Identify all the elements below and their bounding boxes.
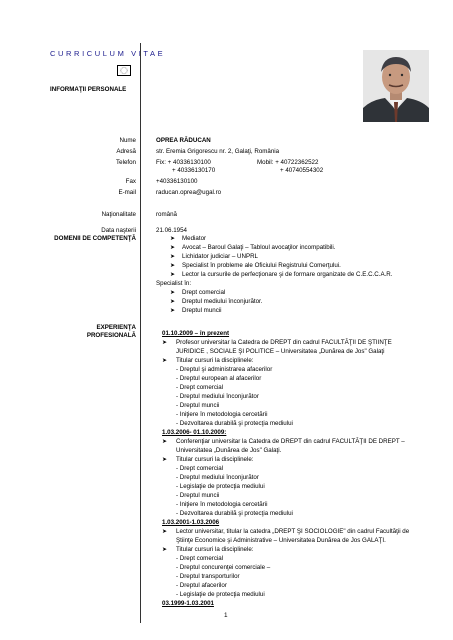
course-item: - Dreptul muncii: [176, 402, 220, 409]
arrowhead-bullet-icon: ➤: [170, 298, 176, 305]
course-item: - Legislaţie de protecţia mediului: [176, 483, 265, 490]
phone-mobile-1: Mobil: + 40722362522: [257, 159, 319, 166]
arrowhead-bullet-icon: ➤: [170, 244, 176, 251]
cv-title: CURRICULUM VITAE: [50, 49, 166, 58]
p1-position-line2: JURIDICE , SOCIALE ŞI POLITICE – Universitatea „Dunărea de Jos" Galaţi: [176, 348, 385, 355]
competence-item: Specialist în probleme ale Oficiului Registrului Comerţului.: [182, 262, 341, 269]
period-4: 03.1999-1.03.2001: [162, 600, 214, 607]
arrowhead-bullet-icon: ➤: [162, 339, 168, 346]
competence-item: Avocat – Baroul Galaţi – Tabloul avocaţilor incompatibili.: [182, 244, 336, 251]
course-item: - Dreptul afacerilor: [176, 582, 227, 589]
specialist-item: Dreptul muncii: [182, 307, 222, 314]
course-item: - Iniţiere în metodologia cercetării: [176, 501, 268, 508]
arrowhead-bullet-icon: ➤: [170, 289, 176, 296]
phone-mobile-2: + 40740554302: [280, 167, 324, 174]
label-nationality: Naţionalitate: [101, 211, 136, 218]
p3-position-line2: Ştiinţe Economice şi Administrative – Universitatea Dunărea de Jos GALAŢI.: [176, 537, 386, 544]
competence-item: Lichidator judiciar – UNPRL: [182, 253, 259, 260]
period-3: 1.03.2001-1.03.2006: [162, 519, 220, 526]
arrowhead-bullet-icon: ➤: [162, 528, 168, 535]
course-item: - Dreptul şi administrarea afacerilor: [176, 366, 273, 373]
specialist-item: Dreptul mediului înconjurător.: [182, 298, 263, 305]
nationality-value: română: [156, 211, 177, 218]
course-item: - Iniţiere în metodologia cercetării: [176, 411, 268, 418]
p3-courses-label: Titular cursuri la disciplinele:: [176, 546, 254, 553]
label-fax: Fax: [125, 178, 136, 185]
page-number: 1: [224, 612, 228, 619]
course-item: - Drept comercial: [176, 384, 224, 391]
p2-courses-label: Titular cursuri la disciplinele:: [176, 456, 254, 463]
phone-fix-2: + 40336130170: [172, 167, 216, 174]
email-value[interactable]: raducan.oprea@ugal.ro: [156, 189, 222, 196]
label-competence: DOMENII DE COMPETENŢĂ: [54, 235, 136, 242]
specialist-label: Specialist în:: [156, 280, 192, 287]
arrowhead-bullet-icon: ➤: [170, 262, 176, 269]
course-item: - Dreptul mediului înconjurător: [176, 474, 259, 481]
label-experience: EXPERIENŢA PROFESIONALĂ: [86, 324, 136, 340]
p1-courses-label: Titular cursuri la disciplinele:: [176, 357, 254, 364]
arrowhead-bullet-icon: ➤: [170, 235, 176, 242]
arrowhead-bullet-icon: ➤: [170, 271, 176, 278]
specialist-item: Drept comercial: [182, 289, 226, 296]
address-value: str. Eremia Grigorescu nr. 2, Galaţi, România: [156, 148, 280, 155]
course-item: - Dreptul muncii: [176, 492, 220, 499]
competence-item: Lector la cursurile de perfecţionare şi de formare organizate de C.E.C.C.A.R.: [182, 271, 393, 278]
p2-position-line2: Universitatea „Dunărea de Jos" Galaţi.: [176, 447, 282, 454]
profile-photo: [363, 50, 429, 122]
arrowhead-bullet-icon: ➤: [162, 357, 168, 364]
competence-item: Mediator: [182, 235, 207, 242]
arrowhead-bullet-icon: ➤: [162, 438, 168, 445]
course-item: - Dreptul concurenţei comerciale –: [176, 564, 271, 571]
period-1: 01.10.2009 – în prezent: [162, 330, 230, 337]
arrowhead-bullet-icon: ➤: [162, 456, 168, 463]
course-item: - Dreptul transporturilor: [176, 573, 240, 580]
arrowhead-bullet-icon: ➤: [162, 546, 168, 553]
course-item: - Drept comercial: [176, 465, 224, 472]
fax-value: +40336130100: [156, 178, 198, 185]
section-heading-personal: INFORMAŢII PERSONALE: [50, 86, 127, 93]
period-2: 1.03.2006- 01.10.2009:: [162, 429, 227, 436]
person-name: OPREA RĂDUCAN: [156, 137, 211, 144]
course-item: - Dezvoltarea durabilă şi protecţia mediului: [176, 420, 293, 427]
course-item: - Legislaţie de protecţia mediului: [176, 591, 265, 598]
course-item: - Dreptul european al afacerilor: [176, 375, 262, 382]
column-divider: [140, 43, 141, 623]
label-address: Adresă: [116, 148, 136, 155]
phone-fix-1: Fix: + 40336130100: [156, 159, 211, 166]
label-birthdate: Data naşterii: [101, 227, 136, 234]
label-name: Nume: [119, 137, 136, 144]
eu-flag-icon: [117, 65, 131, 76]
arrowhead-bullet-icon: ➤: [170, 307, 176, 314]
course-item: - Dreptul mediului înconjurător: [176, 393, 259, 400]
course-item: - Drept comercial: [176, 555, 224, 562]
p2-position-line1: Conferenţiar universitar la Catedra de DREPT din cadrul FACULTĂŢII DE DREPT –: [176, 438, 405, 445]
arrowhead-bullet-icon: ➤: [170, 253, 176, 260]
p1-position-line1: Profesor universitar la Catedra de DREPT din cadrul FACULTĂŢII DE ŞTIINŢE: [176, 339, 392, 346]
label-phone: Telefon: [116, 159, 136, 166]
label-email: E-mail: [118, 189, 136, 196]
p3-position-line1: Lector universitar, titular la catedra „DREPT ŞI SOCIOLOGIE" din cadrul Facultăţii de: [176, 528, 410, 535]
birthdate-value: 21.06.1954: [156, 227, 187, 234]
course-item: - Dezvoltarea durabilă şi protecţia mediului: [176, 510, 293, 517]
